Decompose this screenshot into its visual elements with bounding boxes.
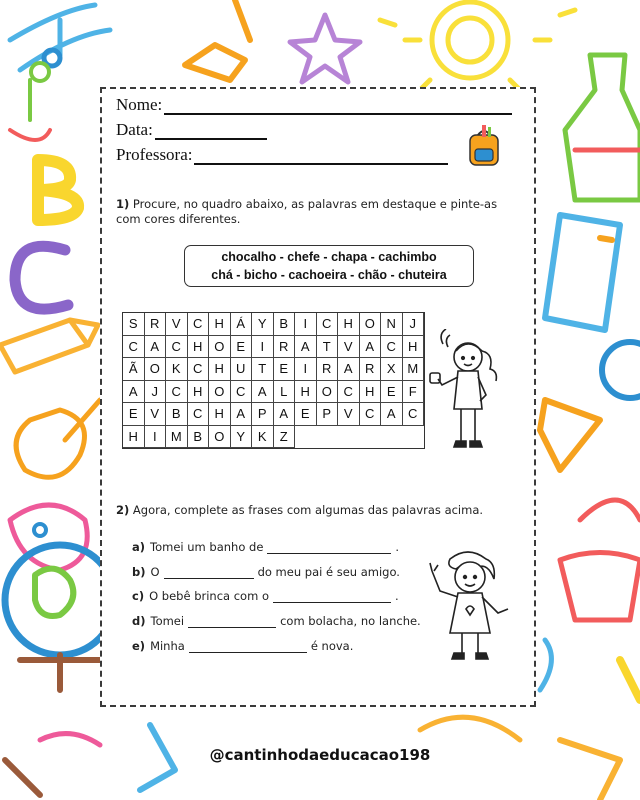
grid-cell[interactable]: A [123, 381, 145, 404]
grid-cell[interactable]: V [338, 336, 360, 359]
date-label: Data: [116, 120, 153, 139]
grid-cell[interactable]: V [166, 313, 188, 336]
grid-cell[interactable]: C [123, 336, 145, 359]
grid-cell[interactable]: Ã [123, 358, 145, 381]
grid-cell[interactable]: Y [231, 426, 253, 449]
grid-cell[interactable]: I [145, 426, 167, 449]
grid-cell[interactable]: S [123, 313, 145, 336]
grid-cell[interactable]: O [145, 358, 167, 381]
grid-cell[interactable]: L [274, 381, 296, 404]
sentence-text-after: . [395, 540, 400, 554]
grid-cell[interactable]: K [166, 358, 188, 381]
sentence-letter: b) [132, 565, 146, 579]
answer-blank-b[interactable] [164, 568, 254, 579]
grid-cell[interactable]: O [209, 426, 231, 449]
grid-cell[interactable]: H [188, 381, 210, 404]
grid-cell[interactable]: O [209, 336, 231, 359]
grid-cell[interactable]: C [360, 403, 382, 426]
word-list-line-1: chocalho - chefe - chapa - cachimbo [221, 250, 437, 264]
grid-cell[interactable]: C [188, 358, 210, 381]
girl-with-cup-illustration [428, 329, 508, 459]
grid-cell[interactable]: Á [231, 313, 253, 336]
grid-cell[interactable]: B [188, 426, 210, 449]
grid-cell[interactable]: H [338, 313, 360, 336]
grid-cell[interactable]: T [252, 358, 274, 381]
grid-cell[interactable]: E [123, 403, 145, 426]
grid-cell[interactable]: H [360, 381, 382, 404]
teacher-line [116, 145, 448, 165]
grid-cell[interactable]: F [403, 381, 425, 404]
grid-cell[interactable]: M [403, 358, 425, 381]
answer-blank-e[interactable] [189, 642, 307, 653]
backpack-icon [464, 125, 504, 169]
sentence-text-before: O [150, 565, 160, 579]
question-1-text: Procure, no quadro abaixo, as palavras em destaque e pinte-as com cores diferentes. [116, 197, 498, 226]
grid-cell[interactable]: A [274, 403, 296, 426]
grid-cell[interactable]: J [403, 313, 425, 336]
flask-icon [565, 55, 640, 200]
answer-blank-d[interactable] [188, 617, 276, 628]
sentence-e [132, 639, 353, 653]
sentence-text-after: do meu pai é seu amigo. [257, 565, 400, 579]
grid-cell[interactable]: O [317, 381, 339, 404]
grid-cell[interactable]: P [317, 403, 339, 426]
grid-cell[interactable]: R [274, 336, 296, 359]
grid-cell[interactable]: I [295, 358, 317, 381]
grid-cell[interactable]: E [274, 358, 296, 381]
answer-blank-c[interactable] [273, 592, 391, 603]
star-icon [290, 15, 360, 82]
sentence-b [132, 565, 400, 579]
grid-cell[interactable]: C [338, 381, 360, 404]
teacher-field[interactable] [194, 149, 448, 165]
grid-cell[interactable]: H [403, 336, 425, 359]
grid-cell[interactable]: C [188, 313, 210, 336]
grid-cell[interactable]: X [381, 358, 403, 381]
grid-cell[interactable]: M [166, 426, 188, 449]
sentence-text-before: Minha [150, 639, 185, 653]
grid-cell[interactable]: A [360, 336, 382, 359]
grid-cell[interactable]: A [145, 336, 167, 359]
name-field[interactable] [164, 99, 512, 115]
sentence-letter: a) [132, 540, 146, 554]
name-line [116, 95, 512, 115]
sentence-text-after: é nova. [310, 639, 354, 653]
date-field[interactable] [155, 124, 267, 140]
grid-cell[interactable]: B [274, 313, 296, 336]
grid-cell[interactable]: C [403, 403, 425, 426]
grid-cell[interactable]: C [188, 403, 210, 426]
grid-cell[interactable]: E [381, 381, 403, 404]
worksheet [100, 87, 536, 707]
grid-cell[interactable]: C [381, 336, 403, 359]
grid-cell[interactable]: I [252, 336, 274, 359]
grid-cell[interactable]: C [166, 336, 188, 359]
teacher-label: Professora: [116, 145, 193, 164]
question-1-number: 1) [116, 197, 130, 211]
grid-cell[interactable]: Z [274, 426, 296, 449]
grid-cell[interactable]: H [188, 336, 210, 359]
grid-cell[interactable]: E [295, 403, 317, 426]
grid-cell[interactable]: A [295, 336, 317, 359]
globe-icon [5, 545, 115, 690]
date-line [116, 120, 267, 140]
sentence-text-before: O bebê brinca com o [149, 589, 269, 603]
sentence-c [132, 589, 399, 603]
sentence-a [132, 540, 399, 554]
sentence-text-after: . [394, 589, 399, 603]
grid-cell[interactable]: N [381, 313, 403, 336]
word-list-line-2: chá - bicho - cachoeira - chão - chuteira [211, 268, 447, 282]
grid-cell[interactable]: O [360, 313, 382, 336]
grid-cell[interactable]: C [166, 381, 188, 404]
name-label: Nome: [116, 95, 163, 114]
sentence-letter: c) [132, 589, 145, 603]
sentence-text-before: Tomei [150, 614, 185, 628]
answer-blank-a[interactable] [267, 543, 391, 554]
grid-cell[interactable]: V [338, 403, 360, 426]
grid-cell[interactable]: R [360, 358, 382, 381]
question-1 [116, 197, 522, 227]
grid-cell[interactable]: C [317, 313, 339, 336]
grid-cell[interactable]: R [317, 358, 339, 381]
grid-cell[interactable]: A [381, 403, 403, 426]
grid-cell[interactable]: J [145, 381, 167, 404]
grid-cell[interactable]: A [252, 381, 274, 404]
grid-cell[interactable]: P [252, 403, 274, 426]
word-list-box [184, 245, 474, 287]
sentence-text-before: Tomei um banho de [150, 540, 264, 554]
grid-cell[interactable]: A [231, 403, 253, 426]
grid-cell[interactable]: E [231, 336, 253, 359]
question-2-text: Agora, complete as frases com algumas das palavras acima. [132, 503, 484, 517]
music-note-icon [10, 5, 110, 70]
grid-cell[interactable]: B [166, 403, 188, 426]
sentence-text-after: com bolacha, no lanche. [280, 614, 421, 628]
grid-cell[interactable]: O [209, 381, 231, 404]
letter-b-icon [38, 160, 78, 220]
grid-cell[interactable]: H [209, 313, 231, 336]
grid-cell[interactable]: U [231, 358, 253, 381]
grid-cell[interactable]: H [295, 381, 317, 404]
question-2-number: 2) [116, 503, 130, 517]
grid-cell[interactable]: H [209, 403, 231, 426]
grid-cell[interactable]: A [338, 358, 360, 381]
sentence-letter: d) [132, 614, 146, 628]
grid-cell[interactable]: K [252, 426, 274, 449]
grid-cell[interactable]: R [145, 313, 167, 336]
grid-cell[interactable]: V [145, 403, 167, 426]
grid-cell[interactable]: H [123, 426, 145, 449]
grid-cell[interactable]: I [295, 313, 317, 336]
grid-cell[interactable]: C [231, 381, 253, 404]
instagram-handle: @cantinhodaeducacao198 [209, 746, 431, 764]
word-search-grid [122, 312, 425, 449]
grid-cell[interactable]: T [317, 336, 339, 359]
grid-cell[interactable]: Y [252, 313, 274, 336]
girl-pointing-illustration [420, 549, 515, 664]
letter-c-icon [15, 246, 68, 309]
sentence-d [132, 614, 421, 628]
question-2 [116, 503, 483, 518]
pencil-icon [0, 320, 98, 372]
sentence-letter: e) [132, 639, 146, 653]
grid-cell[interactable]: H [209, 358, 231, 381]
